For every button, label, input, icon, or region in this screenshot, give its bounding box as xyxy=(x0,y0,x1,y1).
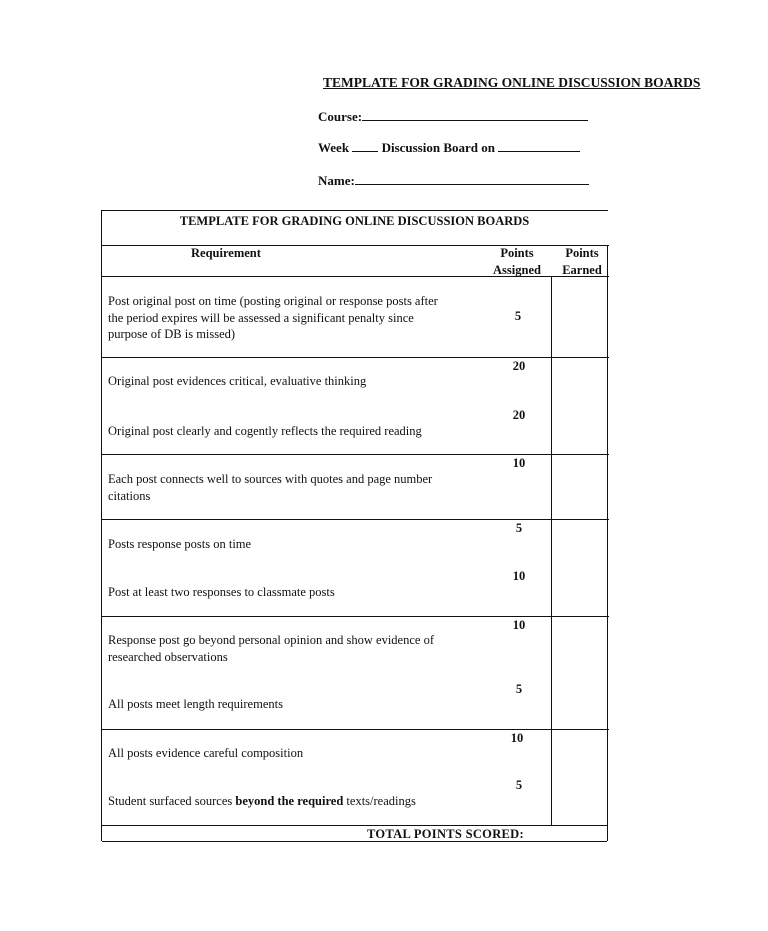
course-field xyxy=(318,108,588,125)
requirement-text xyxy=(108,293,438,343)
requirement-line: Post original post on time (posting original or response posts after xyxy=(108,294,438,308)
requirement-text xyxy=(108,696,283,713)
requirement-header: Requirement xyxy=(191,246,261,260)
requirement-line: researched observations xyxy=(108,649,228,664)
requirement-line: the period expires will be assessed a significant penalty since xyxy=(108,310,414,325)
grading-table xyxy=(101,210,608,841)
requirement-line: Each post connects well to sources with quotes and page number xyxy=(108,472,433,486)
table-title: TEMPLATE FOR GRADING ONLINE DISCUSSION BOARDS xyxy=(179,214,530,228)
requirement-line: Response post go beyond personal opinion and show evidence of xyxy=(108,633,434,647)
points-value: 5 xyxy=(515,778,523,792)
requirement-line: Posts response posts on time xyxy=(108,537,252,551)
column-divider xyxy=(607,245,608,825)
course-blank[interactable] xyxy=(362,108,588,121)
points-value: 20 xyxy=(512,359,526,373)
week-blank[interactable] xyxy=(352,139,378,152)
requirement-line: All posts evidence careful composition xyxy=(108,746,304,760)
points-value: 10 xyxy=(510,731,524,745)
table-divider xyxy=(102,357,609,358)
name-blank[interactable] xyxy=(355,172,589,185)
points-value: 5 xyxy=(514,309,522,323)
table-divider xyxy=(102,825,607,826)
requirement-text xyxy=(108,373,366,390)
table-divider xyxy=(102,454,609,455)
total-points-label: TOTAL POINTS SCORED: xyxy=(367,827,524,841)
requirement-text xyxy=(108,584,335,601)
points-value: 10 xyxy=(512,456,526,470)
week-label: Week xyxy=(318,140,350,155)
page-title: TEMPLATE FOR GRADING ONLINE DISCUSSION BOARDS xyxy=(323,75,701,90)
requirement-line: purpose of DB is missed) xyxy=(108,327,236,341)
points-assigned-header xyxy=(487,245,547,278)
name-label: Name: xyxy=(318,173,355,188)
table-divider xyxy=(102,519,609,520)
requirement-line: All posts meet length requirements xyxy=(108,697,283,711)
points-earned-line2: Earned xyxy=(562,262,602,277)
points-assigned-line2: Assigned xyxy=(493,262,541,277)
points-value: 20 xyxy=(512,408,526,422)
table-divider xyxy=(102,841,607,842)
points-value: 10 xyxy=(512,569,526,583)
week-field xyxy=(318,139,580,156)
requirement-text-prefix: Student surfaced sources xyxy=(108,794,236,808)
points-value: 5 xyxy=(515,521,523,535)
requirement-text xyxy=(108,536,251,553)
points-value: 5 xyxy=(515,682,523,696)
name-field xyxy=(318,172,589,189)
requirement-line: Original post evidences critical, evaluative thinking xyxy=(108,374,367,388)
requirement-line: citations xyxy=(108,488,151,503)
table-divider xyxy=(102,729,609,730)
table-divider xyxy=(102,616,609,617)
points-earned-line1: Points xyxy=(565,246,599,260)
discussion-board-label: Discussion Board on xyxy=(381,140,495,155)
requirement-text xyxy=(108,632,434,665)
requirement-text xyxy=(108,471,432,504)
requirement-text xyxy=(108,745,303,762)
requirement-text-suffix: texts/readings xyxy=(343,794,416,808)
requirement-line: Original post clearly and cogently reflects the required reading xyxy=(108,424,422,438)
points-earned-header xyxy=(554,245,610,278)
requirement-line: Post at least two responses to classmate posts xyxy=(108,585,335,599)
column-divider xyxy=(607,825,608,841)
points-assigned-line1: Points xyxy=(500,246,534,260)
column-divider xyxy=(551,276,552,825)
points-value: 10 xyxy=(512,618,526,632)
requirement-text xyxy=(108,793,416,810)
requirement-text xyxy=(108,423,422,440)
requirement-text-emphasis: beyond the required xyxy=(235,794,344,808)
discussion-board-blank[interactable] xyxy=(498,139,580,152)
course-label: Course: xyxy=(318,109,363,124)
